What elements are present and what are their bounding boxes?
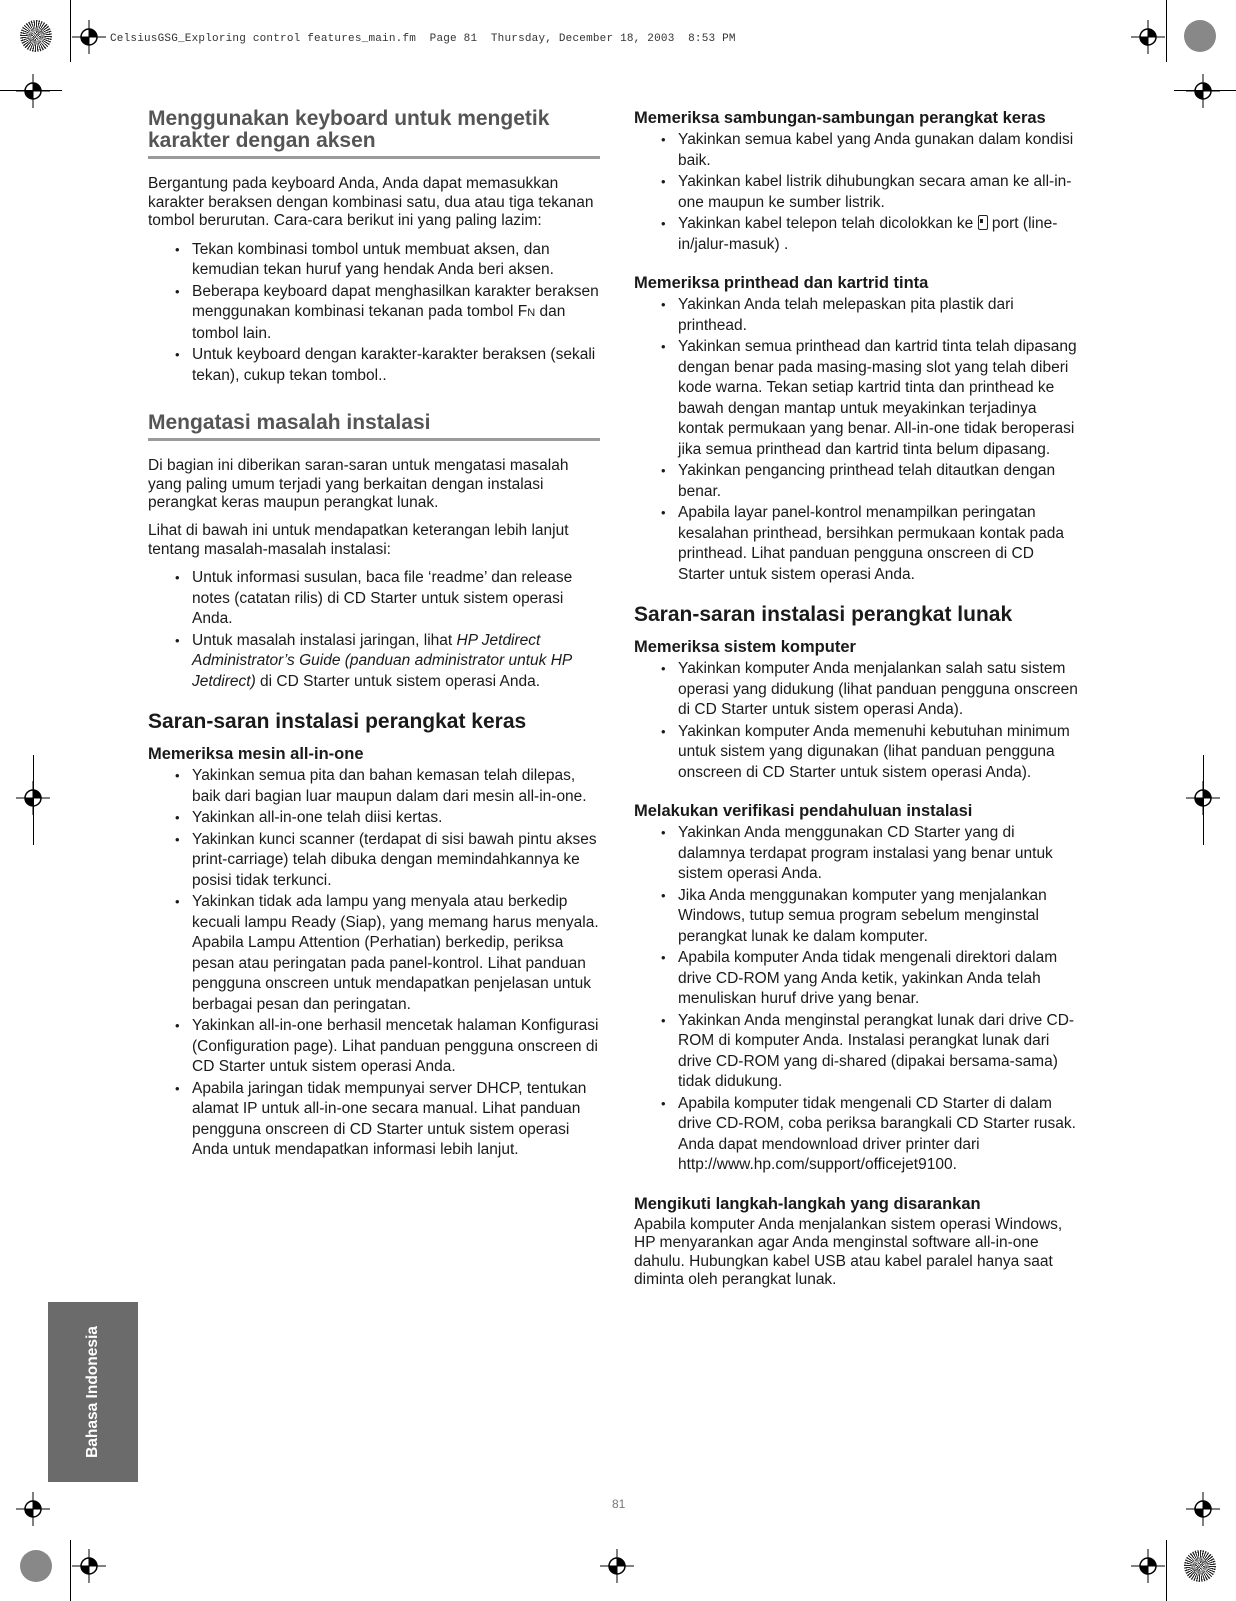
crop-line [33,755,34,845]
crop-line [0,90,62,91]
crosshair-icon [16,1492,50,1526]
list-item: • Yakinkan komputer Anda menjalankan salah satu sistem operasi yang didukung (lihat panduan pengguna onscreen di CD Starter untuk sistem operasi Anda). [678,659,1084,721]
section-title-software-tips: Saran-saran instalasi perangkat lunak [634,603,1013,626]
crop-line [70,0,71,62]
language-label: Bahasa Indonesia [84,1326,101,1458]
paragraph: Di bagian ini diberikan saran-saran untuk mengatasi masalah yang paling umum terjadi yang berkaitan dengan instalasi perangkat keras maupun perangkat lunak. [148,457,569,512]
subsection-title: Memeriksa sambungan-sambungan perangkat keras [634,109,1046,127]
list-item: • Apabila jaringan tidak mempunyai server DHCP, tentukan alamat IP untuk all-in-one secara manual. Lihat panduan pengguna onscreen di CD Starter untuk sistem operasi Anda untuk mendapatkan informasi lebih lanjut. [192,1079,600,1161]
bullet-list [634,295,1084,585]
list-item: • Yakinkan Anda menggunakan CD Starter yang di dalamnya terdapat program instalasi yang benar untuk sistem operasi Anda. [678,823,1084,885]
crop-line [1174,90,1236,91]
list-item: • Untuk informasi susulan, baca file ‘readme’ dan release notes (catatan rilis) di CD Starter untuk sistem operasi Anda. [192,568,600,630]
bullet-list [148,240,600,387]
crosshair-icon [1131,1549,1165,1583]
bullet-list [148,766,600,1161]
subsection-title: Melakukan verifikasi pendahuluan instalasi [634,802,973,820]
bullet-list [634,130,1084,255]
file-info-header: CelsiusGSG_Exploring control features_main.fm Page 81 Thursday, December 18, 2003 8:53 PM [110,33,736,45]
subsection-title: Memeriksa printhead dan kartrid tinta [634,274,929,292]
list-item: • Apabila komputer tidak mengenali CD Starter di dalam drive CD-ROM, coba periksa barangkali CD Starter rusak. Anda dapat mendownload driver printer dari http://www.hp.com/support/officejet9100. [678,1094,1084,1176]
registration-sunburst-icon [1184,1550,1216,1582]
subsection-title: Memeriksa sistem komputer [634,638,856,656]
crosshair-icon [1186,74,1220,108]
crosshair-icon [72,20,106,54]
section-title-keyboard-accents: Menggunakan keyboard untuk mengetik karakter dengan aksen [148,108,600,159]
right-column [634,108,1084,1299]
bullet-list [148,568,600,692]
list-item: • Beberapa keyboard dapat menghasilkan karakter beraksen menggunakan kombinasi tekanan pada tombol FN dan tombol lain. [192,282,600,345]
list-item: • Yakinkan all-in-one berhasil mencetak halaman Konfigurasi (Configuration page). Lihat panduan pengguna onscreen di CD Starter untuk sistem operasi Anda. [192,1016,600,1078]
list-item: • Yakinkan kabel telepon telah dicolokkan ke port (line-in/jalur-masuk) . [678,214,1084,255]
list-item: • Yakinkan semua pita dan bahan kemasan telah dilepas, baik dari bagian luar maupun dalam dari mesin all-in-one. [192,766,600,807]
list-item: • Tekan kombinasi tombol untuk membuat aksen, dan kemudian tekan huruf yang hendak Anda beri aksen. [192,240,600,281]
section-title-installation-problems: Mengatasi masalah instalasi [148,412,600,441]
crosshair-icon [16,74,50,108]
left-column [148,108,600,1171]
list-item: • Yakinkan semua kabel yang Anda gunakan dalam kondisi baik. [678,130,1084,171]
list-item: • Yakinkan Anda telah melepaskan pita plastik dari printhead. [678,295,1084,336]
language-side-tab [48,1302,138,1482]
phone-port-icon [978,215,988,230]
crosshair-icon [600,1549,634,1583]
list-item: • Untuk keyboard dengan karakter-karakter beraksen (sekali tekan), cukup tekan tombol.. [192,345,600,386]
subsection-title: Memeriksa mesin all-in-one [148,745,364,764]
list-item: • Apabila layar panel-kontrol menampilkan peringatan kesalahan printhead, bersihkan permukaan kontak pada printhead. Lihat panduan pengguna onscreen di CD Starter untuk sistem operasi Anda. [678,503,1084,585]
list-item: • Apabila komputer Anda tidak mengenali direktori dalam drive CD-ROM yang Anda ketik, yakinkan Anda telah menuliskan huruf drive yang benar. [678,948,1084,1010]
subsection-title: Mengikuti langkah-langkah yang disarankan [634,1194,981,1213]
bullet-list [634,659,1084,783]
registration-gray-circle-icon [20,1550,52,1582]
list-item: • Yakinkan semua printhead dan kartrid tinta telah dipasang dengan benar pada masing-masing slot yang telah diberi kode warna. Tekan setiap kartrid tinta dan printhead ke bawah dengan mantap untuk meyakinkan terjadinya kontak permukaan yang benar. All-in-one tidak beroperasi jika semua printhead dan kartrid tinta belum dipasang. [678,337,1084,460]
list-item: • Yakinkan kunci scanner (terdapat di sisi bawah pintu akses print-carriage) telah dibuka dengan memindahkannya ke posisi tidak terkunci. [192,830,600,892]
bullet-list [634,823,1084,1176]
paragraph: Apabila komputer Anda menjalankan sistem operasi Windows, HP menyarankan agar Anda menginstal software all-in-one dahulu. Hubungkan kabel USB atau kabel paralel hanya saat diminta oleh perangkat lunak. [634,1215,1063,1289]
list-item: • Yakinkan pengancing printhead telah ditautkan dengan benar. [678,461,1084,502]
crosshair-icon [1186,1492,1220,1526]
crop-line [1166,1540,1167,1601]
crosshair-icon [72,1549,106,1583]
registration-gray-circle-icon [1184,20,1216,52]
paragraph: Bergantung pada keyboard Anda, Anda dapat memasukkan karakter beraksen dengan kombinasi satu, dua atau tiga tekanan tombol berurutan. Cara-cara berikut ini yang paling lazim: [148,175,594,230]
list-item: • Jika Anda menggunakan komputer yang menjalankan Windows, tutup semua program sebelum menginstal perangkat lunak ke dalam komputer. [678,886,1084,948]
guide-title: HP Jetdirect Administrator’s Guide (panduan administrator untuk HP Jetdirect) [192,631,572,690]
page-number: 81 [612,1497,626,1511]
list-item: • Yakinkan all-in-one telah diisi kertas. [192,808,600,829]
crop-line [1166,0,1167,62]
list-item: • Yakinkan tidak ada lampu yang menyala atau berkedip kecuali lampu Ready (Siap), yang memang harus menyala. Apabila Lampu Attention (Perhatian) berkedip, periksa pesan atau peringatan pada panel-kontrol. Lihat panduan pengguna onscreen untuk mendapatkan penjelasan untuk berbagai pesan dan peringatan. [192,892,600,1015]
list-item: • Yakinkan komputer Anda memenuhi kebutuhan minimum untuk sistem yang digunakan (lihat panduan pengguna onscreen di CD Starter untuk sistem operasi Anda). [678,722,1084,784]
registration-sunburst-icon [20,20,52,52]
crosshair-icon [1131,20,1165,54]
list-item: • Yakinkan Anda menginstal perangkat lunak dari drive CD-ROM di komputer Anda. Instalasi perangkat lunak dari drive CD-ROM yang di-shared (dipakai bersama-sama) tidak didukung. [678,1011,1084,1093]
crop-line [70,1540,71,1601]
paragraph: Lihat di bawah ini untuk mendapatkan keterangan lebih lanjut tentang masalah-masalah instalasi: [148,522,569,558]
crop-line [1203,755,1204,845]
section-title-hardware-tips: Saran-saran instalasi perangkat keras [148,710,527,734]
list-item: • Yakinkan kabel listrik dihubungkan secara aman ke all-in-one maupun ke sumber listrik. [678,172,1084,213]
list-item: • Untuk masalah instalasi jaringan, lihat HP Jetdirect Administrator’s Guide (panduan administrator untuk HP Jetdirect) di CD Starter untuk sistem operasi Anda. [192,631,600,693]
